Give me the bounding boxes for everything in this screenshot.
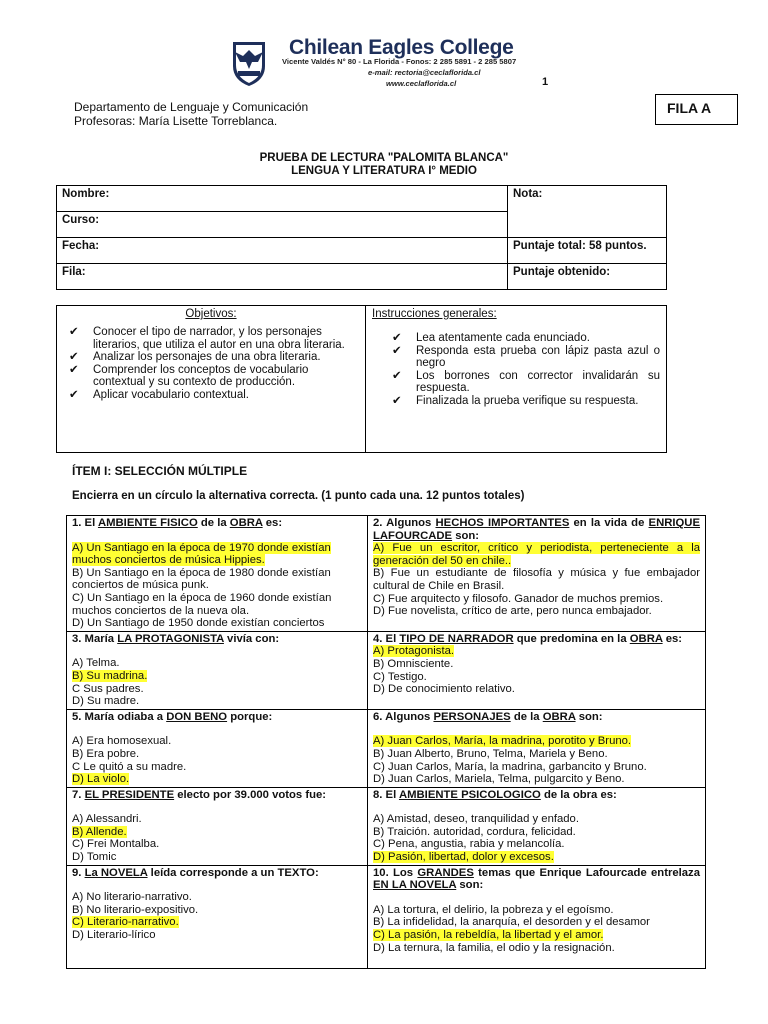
- objective-item: ✔ Conocer el tipo de narrador, y los personajes literarios, que utiliza el autor en una obra literaria.: [69, 326, 345, 351]
- answer-option[interactable]: B) Omnisciente.: [373, 657, 454, 670]
- curso-field[interactable]: Curso:: [57, 212, 508, 238]
- check-mark-icon: ✔: [392, 344, 402, 357]
- answer-option[interactable]: D) Juan Carlos, Mariela, Telma, pulgarcito y Beno.: [373, 773, 625, 786]
- answer-option[interactable]: C) Juan Carlos, María, la madrina, garbancito y Bruno.: [373, 760, 647, 773]
- objective-item: ✔ Analizar los personajes de una obra literaria.: [69, 351, 321, 363]
- instructions-cell: [366, 306, 667, 453]
- item-title: ÍTEM I: SELECCIÓN MÚLTIPLE: [72, 464, 248, 478]
- college-name: Chilean Eagles College: [289, 36, 514, 59]
- answer-option[interactable]: D) La ternura, la familia, el odio y la resignación.: [373, 941, 615, 954]
- fila-box: FILA A: [655, 94, 738, 125]
- student-info-table: [56, 185, 667, 290]
- answer-option[interactable]: A) Era homosexual.: [72, 735, 172, 748]
- instruction-item: ✔ Los borrones con corrector invalidarán su respuesta.: [392, 369, 660, 394]
- answer-option[interactable]: D) De conocimiento relativo.: [373, 683, 515, 696]
- answer-option[interactable]: A) Telma.: [72, 657, 120, 670]
- eagle-shield-logo: [230, 38, 268, 88]
- question-1: [67, 516, 368, 632]
- objectives-cell: [57, 306, 366, 453]
- answer-option[interactable]: A) Alessandri.: [72, 813, 142, 826]
- college-address: Vicente Valdés N° 80 - La Florida - Fonos: 2 285 5891 - 2 285 5807: [282, 57, 517, 66]
- check-mark-icon: ✔: [392, 369, 402, 382]
- answer-option[interactable]: D) Fue novelista, crítico de arte, pero nunca embajador.: [373, 605, 652, 618]
- check-mark-icon: ✔: [69, 351, 79, 363]
- answer-option[interactable]: B) Traición. autoridad, cordura, felicidad.: [373, 825, 576, 838]
- answer-option[interactable]: B) La infidelidad, la anarquía, el desorden y el desamor: [373, 916, 650, 929]
- instructions-list: [372, 332, 660, 407]
- question-4: [368, 631, 706, 709]
- department-name: Departamento de Lenguaje y Comunicación: [74, 100, 309, 114]
- question-text: 10. Los GRANDES temas que Enrique Lafourcade entrelaza EN LA NOVELA son:: [373, 866, 700, 892]
- answer-option[interactable]: B) No literario-expositivo.: [72, 903, 199, 916]
- question-9: [67, 865, 368, 968]
- answer-option[interactable]: D) La violo.: [72, 773, 130, 786]
- answer-option[interactable]: A) La tortura, el delirio, la pobreza y el egoísmo.: [373, 903, 614, 916]
- objectives-table: [56, 305, 667, 453]
- answer-option[interactable]: C) La pasión, la rebeldía, la libertad y el amor.: [373, 929, 604, 942]
- answer-option[interactable]: B) Juan Alberto, Bruno, Telma, Mariela y Beno.: [373, 747, 608, 760]
- question-7: [67, 787, 368, 865]
- answer-option[interactable]: A) Protagonista.: [373, 645, 455, 658]
- answer-option[interactable]: B) Allende.: [72, 825, 127, 838]
- answer-option[interactable]: A) Amistad, deseo, tranquilidad y enfado.: [373, 813, 579, 826]
- instruction-item: ✔ Finalizada la prueba verifique su respuesta.: [392, 394, 639, 407]
- check-mark-icon: ✔: [69, 388, 79, 401]
- department-block: [74, 100, 308, 128]
- question-text: 4. El TIPO DE NARRADOR que predomina en la OBRA es:: [373, 632, 683, 645]
- check-mark-icon: ✔: [392, 394, 402, 407]
- instructions-heading: Instrucciones generales:: [372, 308, 497, 320]
- puntaje-obtenido-field[interactable]: Puntaje obtenido:: [508, 264, 667, 290]
- puntaje-total-label: Puntaje total: 58 puntos.: [508, 238, 667, 264]
- question-text: 2. Algunos HECHOS IMPORTANTES en la vida de ENRIQUE LAFOURCADE son:: [373, 517, 701, 542]
- nota-field[interactable]: Nota:: [508, 186, 667, 238]
- fecha-field[interactable]: Fecha:: [57, 238, 508, 264]
- instruction-item: ✔ Responda esta prueba con lápiz pasta azul o negro: [392, 344, 660, 369]
- question-3: [67, 631, 368, 709]
- item-instruction: Encierra en un círculo la alternativa correcta. (1 punto cada una. 12 puntos totales): [72, 490, 525, 502]
- check-mark-icon: ✔: [69, 363, 79, 376]
- answer-option[interactable]: C) Fue arquitecto y filosofo. Ganador de muchos premios.: [373, 592, 664, 605]
- answer-option[interactable]: D) Pasión, libertad, dolor y excesos.: [373, 851, 554, 864]
- answer-option[interactable]: D) Un Santiago de 1950 donde existían conciertos: [72, 617, 325, 630]
- answer-option[interactable]: A) Fue un escritor, crítico y periodista, perteneciente a la generación del 50 en chile..: [373, 542, 700, 567]
- objective-item: ✔ Comprender los conceptos de vocabulario contextual y su contexto de producción.: [69, 363, 309, 388]
- answer-option[interactable]: C) Testigo.: [373, 670, 427, 683]
- objective-item: ✔ Aplicar vocabulario contextual.: [69, 388, 249, 401]
- answer-option[interactable]: D) Tomic: [72, 851, 117, 864]
- question-8: [368, 787, 706, 865]
- answer-option[interactable]: C) Literario-narrativo.: [72, 916, 179, 929]
- question-5: [67, 709, 368, 787]
- question-text: 6. Algunos PERSONAJES de la OBRA son:: [373, 710, 603, 723]
- check-mark-icon: ✔: [69, 326, 79, 338]
- answer-option[interactable]: B) Era pobre.: [72, 747, 140, 760]
- page-number: 1: [542, 76, 549, 88]
- question-text: 9. La NOVELA leída corresponde a un TEXTO:: [72, 866, 319, 879]
- question-10: [368, 865, 706, 968]
- question-2: [368, 516, 706, 632]
- answer-option[interactable]: C Sus padres.: [72, 682, 144, 695]
- question-text: 8. El AMBIENTE PSICOLOGICO de la obra es:: [373, 788, 617, 801]
- answer-option[interactable]: C) Frei Montalba.: [72, 838, 160, 851]
- answer-option[interactable]: A) No literario-narrativo.: [72, 891, 192, 904]
- answer-option[interactable]: C) Un Santiago en la época de 1960 donde existían muchos conciertos de la nueva ola.: [72, 591, 332, 617]
- answer-option[interactable]: C Le quitó a su madre.: [72, 760, 187, 773]
- teachers-name: Profesoras: María Lisette Torreblanca.: [74, 114, 278, 128]
- question-text: 7. EL PRESIDENTE electo por 39.000 votos fue:: [72, 788, 327, 801]
- instruction-item: ✔ Lea atentamente cada enunciado.: [392, 332, 590, 344]
- check-mark-icon: ✔: [392, 332, 402, 344]
- exam-title: PRUEBA DE LECTURA "PALOMITA BLANCA": [259, 152, 509, 164]
- nombre-field[interactable]: Nombre:: [57, 186, 508, 212]
- answer-option[interactable]: B) Su madrina.: [72, 669, 148, 682]
- question-text: 5. María odiaba a DON BENO porque:: [72, 710, 273, 723]
- questions-table: [66, 515, 706, 969]
- college-website: www.ceclaflorida.cl: [386, 79, 457, 88]
- question-6: [368, 709, 706, 787]
- question-text: 3. María LA PROTAGONISTA vivía con:: [72, 632, 280, 645]
- answer-option[interactable]: A) Un Santiago en la época de 1970 donde existían muchos conciertos de música Hippies.: [72, 541, 331, 567]
- answer-option[interactable]: D) Literario-lírico: [72, 929, 156, 942]
- fila-field[interactable]: Fila:: [57, 264, 508, 290]
- objectives-list: [63, 326, 359, 401]
- answer-option[interactable]: B) Fue un estudiante de filosofía y música y fue embajador cultural de Chile en Brasil.: [373, 567, 700, 592]
- objectives-heading: Objetivos:: [185, 308, 237, 320]
- answer-option[interactable]: A) Juan Carlos, María, la madrina, porotito y Bruno.: [373, 735, 632, 748]
- answer-option[interactable]: C) Pena, angustia, rabia y melancolía.: [373, 838, 565, 851]
- exam-subtitle: LENGUA Y LITERATURA I° MEDIO: [291, 165, 477, 177]
- college-email: e-mail: rectoria@ceclaflorida.cl: [368, 68, 481, 77]
- question-text: 1. El AMBIENTE FISICO de la OBRA es:: [72, 517, 283, 529]
- answer-option[interactable]: D) Su madre.: [72, 695, 140, 708]
- answer-option[interactable]: B) Un Santiago en la época de 1980 donde existían conciertos de música punk.: [72, 566, 331, 592]
